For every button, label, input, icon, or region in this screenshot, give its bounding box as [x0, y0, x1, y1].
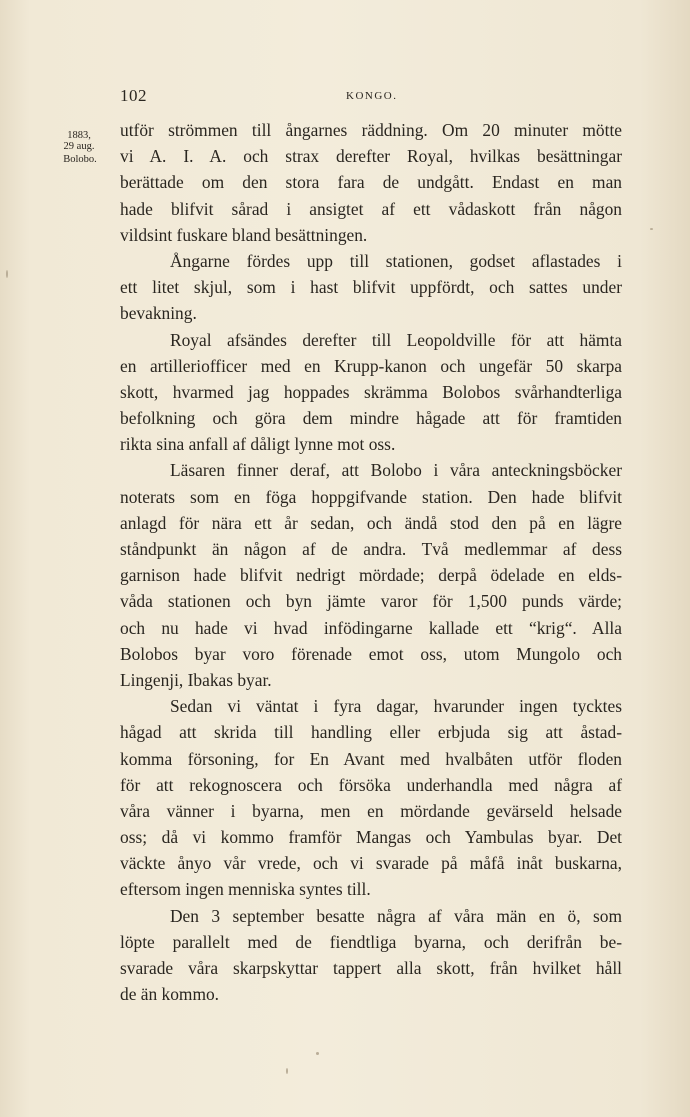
- text-line: hågad att skrida till handling eller erbjuda sig att åstad-: [120, 722, 622, 743]
- text-line: Royal afsändes derefter till Leopoldville för att hämta: [170, 329, 622, 350]
- paper-spot: [6, 270, 8, 278]
- text-line: vi A. I. A. och strax derefter Royal, hvilkas besättningar: [120, 146, 622, 167]
- text-line: löpte parallelt med de fiendtliga byarna, och derifrån be-: [120, 931, 622, 952]
- text-line: vildsint fuskare bland besättningen.: [120, 224, 368, 245]
- page-number: 102: [120, 86, 147, 105]
- margin-note-date: 29 aug.: [63, 141, 95, 152]
- text-line: komma försoning, for En Avant med hvalbåten utför floden: [120, 748, 622, 769]
- text-line: befolkning och göra dem mindre hågade att för framtiden: [120, 408, 622, 429]
- text-line: noterats som en föga hoppgifvande station. Den hade blifvit: [120, 486, 622, 507]
- text-line: våda stationen och byn jämte varor för 1,500 punds värde;: [120, 591, 622, 612]
- text-line: skott, hvarmed jag hoppades skrämma Bolobos svårhandterliga: [120, 381, 622, 402]
- text-line: svarade våra skarpskyttar tappert alla skott, från hvilket håll: [120, 958, 622, 978]
- text-line: utför strömmen till ångarnes räddning. Om 20 minuter mötte: [120, 120, 622, 140]
- paper-spot: [286, 1068, 288, 1074]
- text-line: Lingenji, Ibakas byar.: [120, 669, 272, 690]
- text-line: väckte ånyo vår vrede, och vi svarade på måfå inåt buskarna,: [120, 853, 622, 874]
- text-line: bevakning.: [120, 303, 197, 324]
- text-line: Bolobos byar voro förenade emot oss, utom Mungolo och: [120, 643, 622, 664]
- text-line: garnison hade blifvit nedrigt mördade; derpå ödelade en elds-: [120, 565, 622, 586]
- text-line: Ångarne fördes upp till stationen, godset aflastades i: [170, 250, 622, 271]
- margin-note-year: 1883,: [67, 130, 91, 141]
- paper-spot: [316, 1052, 319, 1055]
- text-line: våra vänner i byarna, men en mördande gevärseld helsade: [120, 800, 622, 821]
- margin-note-place: Bolobo.: [63, 154, 97, 165]
- body-text: [120, 117, 622, 1007]
- text-line: oss; då vi kommo framför Mangas och Yambulas byar. Det: [120, 827, 622, 848]
- text-line: anlagd för nära ett år sedan, och ändå stod den på en lägre: [120, 512, 622, 533]
- running-head: KONGO.: [346, 90, 398, 102]
- text-line: hade blifvit sårad i ansigtet af ett vådaskott från någon: [120, 198, 622, 219]
- text-line: en artilleriofficer med en Krupp-kanon och ungefär 50 skarpa: [120, 355, 622, 376]
- text-line: eftersom ingen menniska syntes till.: [120, 879, 371, 900]
- text-line: ett litet skjul, som i hast blifvit uppfördt, och sattes under: [120, 277, 622, 298]
- text-line: för att rekognoscera och försöka underhandla med några af: [120, 774, 622, 795]
- text-line: Läsaren finner deraf, att Bolobo i våra anteckningsböcker: [170, 460, 622, 481]
- text-line: ståndpunkt än någon af de andra. Två medlemmar af dess: [120, 539, 622, 559]
- paper-spot: [650, 228, 653, 230]
- text-line: de än kommo.: [120, 984, 220, 1005]
- text-line: och nu hade vi hvad infödingarne kallade ett “krig“. Alla: [120, 617, 622, 638]
- text-line: berättade om den stora fara de undgått. Endast en man: [120, 172, 622, 193]
- text-line: rikta sina anfall af dåligt lynne mot oss.: [120, 434, 396, 455]
- text-line: Den 3 september besatte några af våra män en ö, som: [170, 905, 622, 926]
- text-line: Sedan vi väntat i fyra dagar, hvarunder ingen tycktes: [170, 696, 622, 717]
